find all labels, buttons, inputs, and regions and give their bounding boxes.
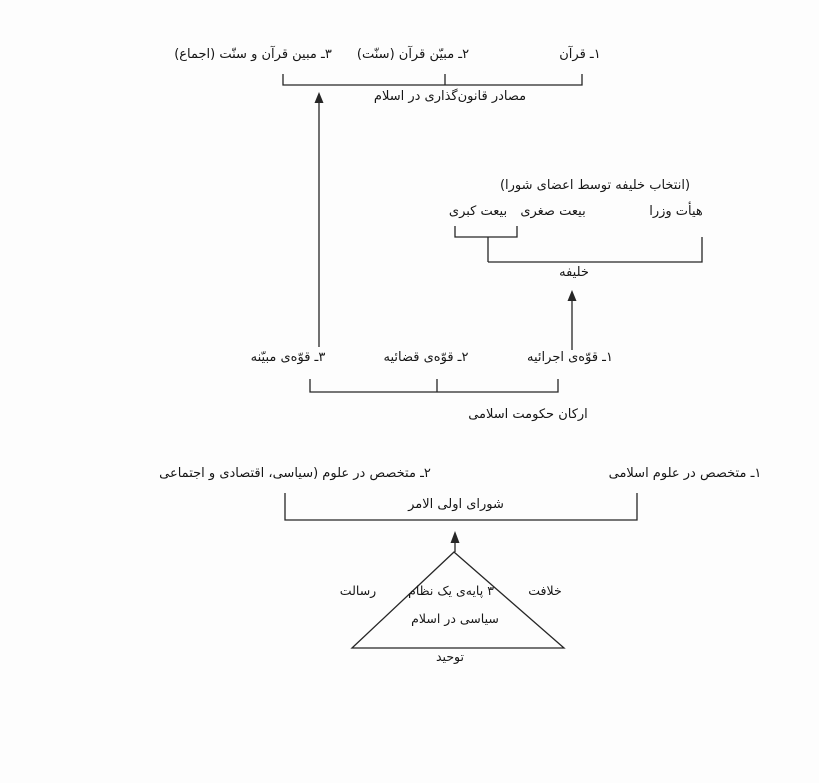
caliph-selection-note: (انتخاب خليفه توسط اعضای شورا) [499, 178, 691, 193]
triangle-title-line1: ۳ پایه‌ی یک نظام [408, 583, 494, 598]
powers-caption: ارکان حکومت اسلامی [468, 407, 588, 422]
power-item-judicial: ٢ـ قوّه‌ی قضائيه [383, 350, 469, 365]
ministers-label: هيأت وزرا [649, 204, 703, 219]
council-caption: شورای اولی الامر [408, 497, 504, 512]
sources-caption: مصادر قانون‌گذاری در اسلام [373, 89, 527, 104]
triangle-right-label: خلافت [528, 583, 562, 598]
bayat-bracket [455, 226, 517, 262]
caliph-bracket [488, 237, 702, 262]
sources-bracket [283, 74, 582, 85]
triangle-title-line2: سیاسی در اسلام [411, 611, 499, 626]
council-item-other-sciences: ٢ـ متخصص در علوم (سياسی، اقتصادی و اجتماعی [159, 466, 431, 481]
source-item-quran: ١ـ قرآن [559, 47, 601, 62]
bayat-kobra-label: بيعت کبری [448, 204, 508, 219]
triangle-left-label: رسالت [339, 583, 377, 598]
council-item-islamic-sciences: ١ـ متخصص در علوم اسلامی [608, 466, 762, 481]
triangle-base-label: توحید [436, 649, 464, 664]
power-item-executive: ١ـ قوّه‌ی اجرائيه [527, 350, 613, 365]
triangle-to-council-arrowhead [451, 531, 460, 543]
caliph-caption: خليفه [559, 265, 589, 280]
power-item-explanatory: ٣ـ قوّه‌ی مبيّنه [250, 350, 326, 365]
source-item-sunnah: ٢ـ مبيّن قرآن (سنّت) [356, 47, 470, 62]
foundations-triangle [352, 552, 564, 648]
power1-to-caliph-arrowhead [568, 290, 577, 301]
bayat-soghra-label: بيعت صغری [520, 204, 586, 219]
power3-to-sources-arrowhead [315, 92, 324, 103]
powers-bracket [310, 379, 558, 392]
source-item-ijma: ٣ـ مبين قرآن و سنّت (اجماع) [174, 47, 332, 62]
